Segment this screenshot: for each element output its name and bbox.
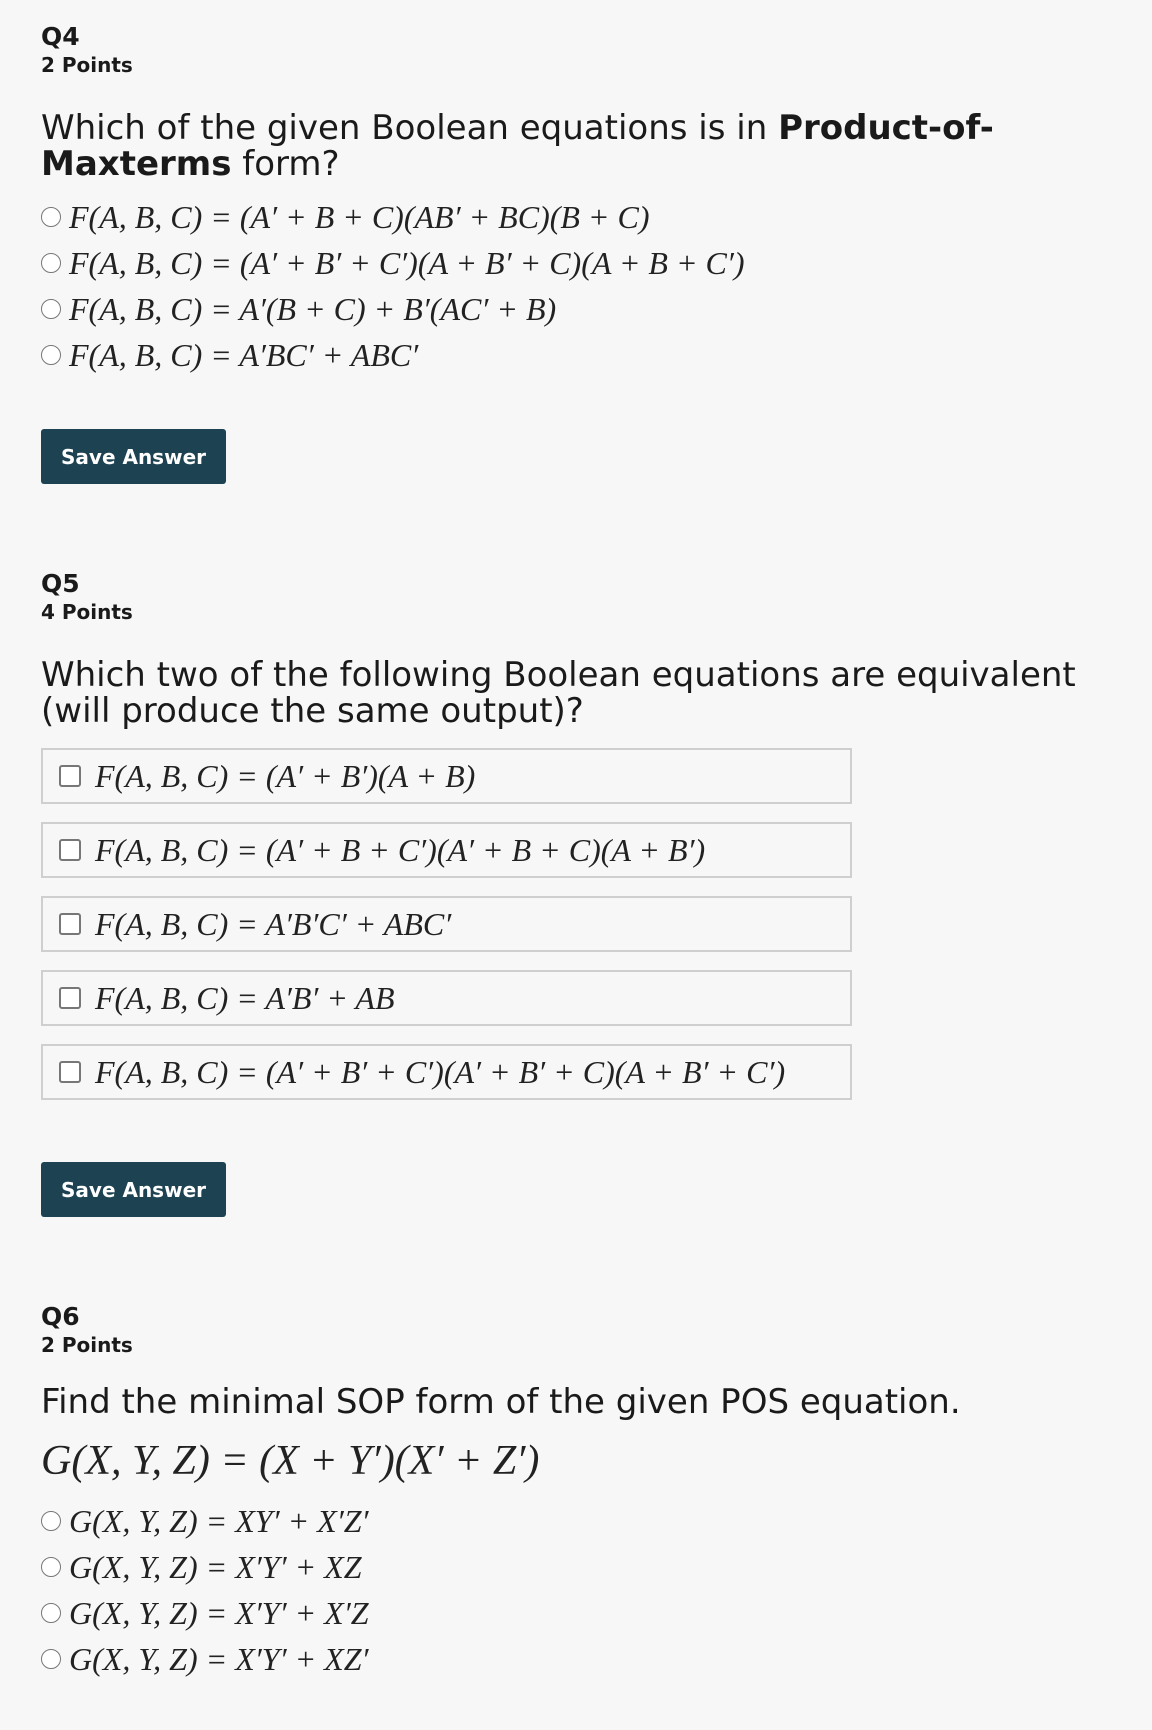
question-points: 2 Points	[41, 53, 133, 77]
option-label: F(A, B, C) = A′BC′ + ABC′	[69, 336, 419, 373]
option-label: G(X, Y, Z) = X′Y′ + XZ	[69, 1548, 362, 1585]
checkbox[interactable]	[59, 839, 81, 861]
checkbox[interactable]	[59, 765, 81, 787]
answer-option[interactable]	[41, 822, 852, 878]
save-answer-button[interactable]: Save Answer	[41, 1162, 226, 1217]
option-label: F(A, B, C) = A′B′C′ + ABC′	[95, 905, 452, 942]
option-label: G(X, Y, Z) = X′Y′ + XZ′	[69, 1640, 369, 1677]
option-label: G(X, Y, Z) = X′Y′ + X′Z	[69, 1594, 369, 1631]
option-label: G(X, Y, Z) = XY′ + X′Z′	[69, 1502, 369, 1539]
prompt-text-end: form?	[231, 144, 340, 184]
given-equation: G(X, Y, Z) = (X + Y′)(X′ + Z′)	[41, 1438, 540, 1484]
checkbox[interactable]	[59, 913, 81, 935]
option-label: F(A, B, C) = (A′ + B′ + C′)(A + B′ + C)(A + B + C′)	[69, 244, 745, 281]
answer-options	[41, 748, 1111, 1100]
answer-option[interactable]	[41, 1544, 1111, 1590]
question-prompt: Find the minimal SOP form of the given POS equation.	[41, 1382, 961, 1422]
answer-option[interactable]	[41, 286, 1111, 332]
question-points: 2 Points	[41, 1333, 133, 1357]
radio-button[interactable]	[41, 299, 61, 319]
radio-button[interactable]	[41, 1603, 61, 1623]
question-number: Q4	[41, 22, 80, 51]
radio-button[interactable]	[41, 1557, 61, 1577]
answer-option[interactable]	[41, 1590, 1111, 1636]
radio-button[interactable]	[41, 253, 61, 273]
question-number: Q5	[41, 569, 80, 598]
radio-button[interactable]	[41, 1649, 61, 1669]
option-label: F(A, B, C) = (A′ + B′)(A + B)	[95, 757, 476, 794]
save-answer-button[interactable]: Save Answer	[41, 429, 226, 484]
answer-option[interactable]	[41, 1498, 1111, 1544]
question-number: Q6	[41, 1302, 80, 1331]
question-prompt: Which two of the following Boolean equations are equivalent (will produce the same output)?	[41, 655, 1076, 731]
question-prompt	[41, 110, 1111, 182]
answer-option[interactable]	[41, 896, 852, 952]
radio-button[interactable]	[41, 345, 61, 365]
radio-button[interactable]	[41, 207, 61, 227]
option-label: F(A, B, C) = A′B′ + AB	[95, 979, 395, 1016]
option-label: F(A, B, C) = (A′ + B + C)(AB′ + BC)(B + C)	[69, 198, 650, 235]
prompt-emphasis: Product-of-Maxterms	[41, 108, 994, 184]
answer-option[interactable]	[41, 194, 1111, 240]
radio-button[interactable]	[41, 1511, 61, 1531]
question-points: 4 Points	[41, 600, 133, 624]
option-label: F(A, B, C) = (A′ + B′ + C′)(A′ + B′ + C)(A + B′ + C′)	[95, 1053, 786, 1090]
answer-options	[41, 1498, 1111, 1682]
question-q5	[41, 569, 1111, 1118]
question-q6	[41, 1302, 1111, 1682]
answer-option[interactable]	[41, 1636, 1111, 1682]
answer-options	[41, 194, 1111, 378]
option-label: F(A, B, C) = (A′ + B + C′)(A′ + B + C)(A + B′)	[95, 831, 706, 868]
prompt-text: Which of the given Boolean equations is in	[41, 108, 779, 148]
answer-option[interactable]	[41, 748, 852, 804]
checkbox[interactable]	[59, 987, 81, 1009]
question-q4	[41, 22, 1111, 378]
answer-option[interactable]	[41, 332, 1111, 378]
answer-option[interactable]	[41, 970, 852, 1026]
checkbox[interactable]	[59, 1061, 81, 1083]
option-label: F(A, B, C) = A′(B + C) + B′(AC′ + B)	[69, 290, 557, 327]
answer-option[interactable]	[41, 1044, 852, 1100]
answer-option[interactable]	[41, 240, 1111, 286]
